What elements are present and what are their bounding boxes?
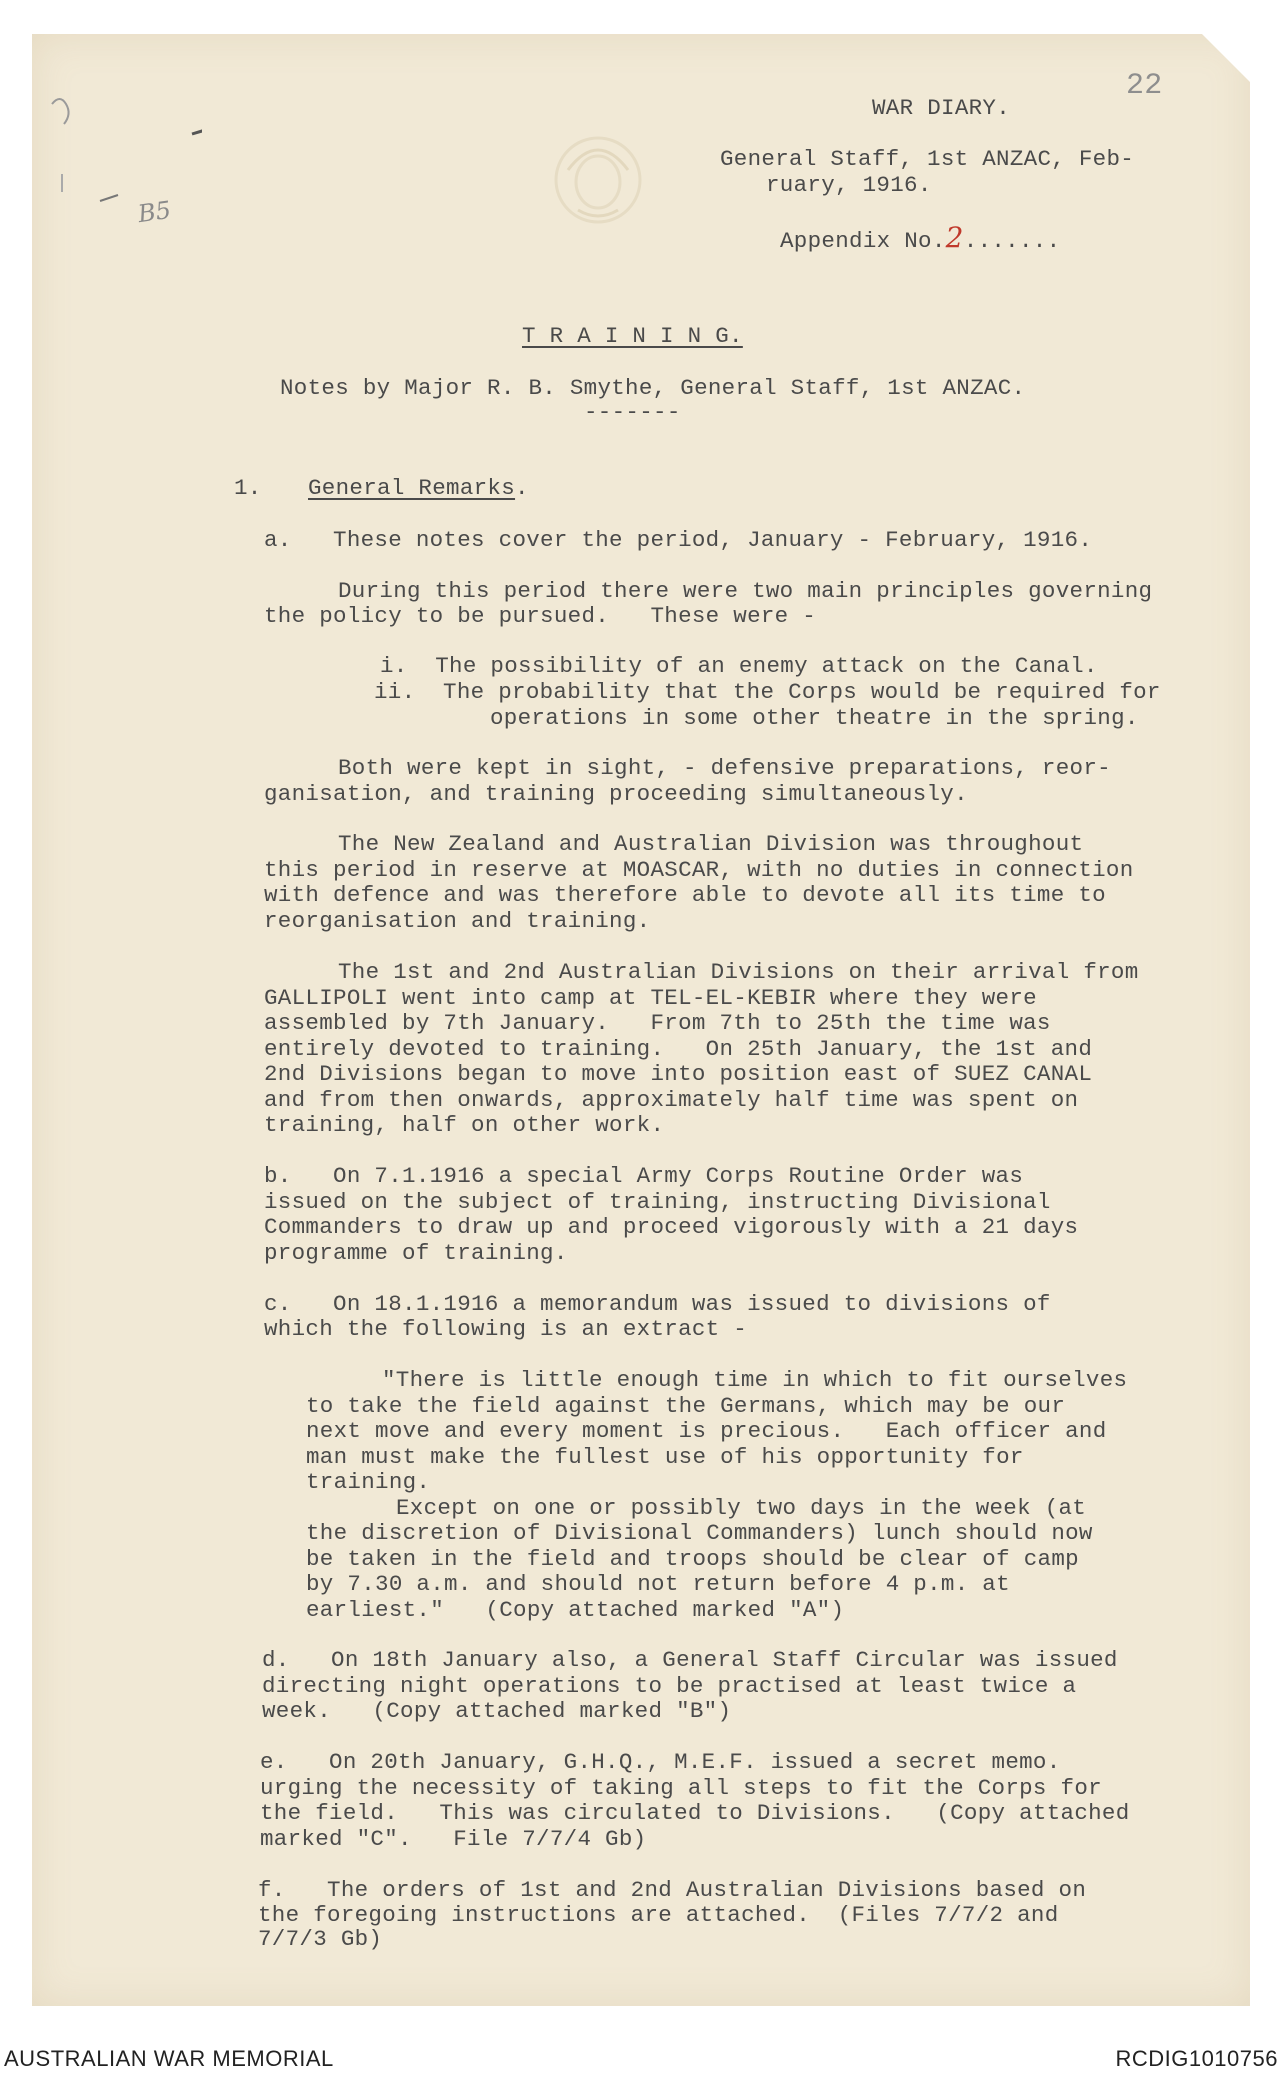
quote-line: to take the field against the Germans, which may be our [306, 1393, 1066, 1419]
body-line: entirely devoted to training. On 25th January, the 1st and [264, 1036, 1093, 1062]
body-line: reorganisation and training. [264, 908, 651, 934]
page-title: T R A I N I N G. [522, 323, 743, 349]
body-line: this period in reserve at MOASCAR, with no duties in connection [264, 857, 1134, 883]
body-line: and from then onwards, approximately half time was spent on [264, 1087, 1079, 1113]
quote-line: man must make the fullest use of his opportunity for [306, 1444, 1024, 1470]
title-rule: ------- [584, 399, 681, 425]
body-line: with defence and was therefore able to devote all its time to [264, 882, 1106, 908]
quote-line: by 7.30 a.m. and should not return before 4 p.m. at [306, 1571, 1010, 1597]
body-line: urging the necessity of taking all steps to fit the Corps for [260, 1775, 1102, 1801]
body-line: programme of training. [264, 1240, 568, 1266]
quote-line: "There is little enough time in which to fit ourselves [382, 1367, 1128, 1393]
embossed-seal-icon [538, 120, 658, 230]
body-line: directing night operations to be practised at least twice a [262, 1673, 1077, 1699]
appendix-dots: ....... [963, 228, 1061, 254]
body-line: the policy to be pursued. These were - [264, 603, 817, 629]
para-d-line: d. On 18th January also, a General Staff Circular was issued [262, 1647, 1118, 1673]
body-line: The New Zealand and Australian Division was throughout [338, 831, 1084, 857]
para-b-line: b. On 7.1.1916 a special Army Corps Routine Order was [264, 1163, 1024, 1189]
body-line: training, half on other work. [264, 1112, 665, 1138]
para-f-line: f. The orders of 1st and 2nd Australian Divisions based on [258, 1877, 1087, 1903]
body-line: issued on the subject of training, instructing Divisional [264, 1189, 1051, 1215]
footer-institution: AUSTRALIAN WAR MEMORIAL [4, 2046, 334, 2071]
body-line: 2nd Divisions began to move into position east of SUEZ CANAL [264, 1061, 1093, 1087]
body-line: GALLIPOLI went into camp at TEL-EL-KEBIR where they were [264, 985, 1037, 1011]
body-line: The 1st and 2nd Australian Divisions on their arrival from [338, 959, 1139, 985]
footer-record-id: RCDIG1010756 [1115, 2046, 1278, 2071]
pencil-annotation-b5: B5 [136, 195, 173, 229]
quote-line: earliest." (Copy attached marked "A") [306, 1597, 845, 1623]
body-line: ii. The probability that the Corps would be required for [374, 679, 1161, 705]
quote-line: the discretion of Divisional Commanders) lunch should now [306, 1520, 1093, 1546]
body-line: i. The possibility of an enemy attack on the Canal. [380, 653, 1098, 679]
page-subtitle: Notes by Major R. B. Smythe, General Staff, 1st ANZAC. [280, 375, 1026, 401]
appendix-number: 2 [945, 221, 964, 254]
body-line: Commanders to draw up and proceed vigorously with a 21 days [264, 1214, 1079, 1240]
body-line: assembled by 7th January. From 7th to 25th the time was [264, 1010, 1051, 1036]
section-number: 1. [234, 475, 262, 501]
folded-corner [1202, 34, 1250, 82]
para-a-line: a. These notes cover the period, January - February, 1916. [264, 527, 1093, 553]
body-line: week. (Copy attached marked "B") [262, 1698, 732, 1724]
quote-line: be taken in the field and troops should be clear of camp [306, 1546, 1079, 1572]
para-e-line: e. On 20th January, G.H.Q., M.E.F. issued a secret memo. [260, 1749, 1061, 1775]
appendix-line [780, 221, 1061, 254]
body-line: 7/7/3 Gb) [258, 1926, 383, 1952]
quote-line: Except on one or possibly two days in the week (at [396, 1495, 1087, 1521]
body-line: During this period there were two main principles governing [338, 578, 1153, 604]
body-line: which the following is an extract - [264, 1316, 748, 1342]
page-number: 22 [1126, 69, 1163, 103]
para-c-line: c. On 18.1.1916 a memorandum was issued to divisions of [264, 1291, 1051, 1317]
quote-line: training. [306, 1469, 431, 1495]
body-line: the foregoing instructions are attached. (Files 7/7/2 and [258, 1902, 1059, 1928]
margin-pencil-marks [42, 74, 202, 224]
body-line: marked "C". File 7/7/4 Gb) [260, 1826, 647, 1852]
staff-line-1: General Staff, 1st ANZAC, Feb- [720, 146, 1135, 172]
body-line: operations in some other theatre in the spring. [490, 705, 1139, 731]
staff-line-2: ruary, 1916. [766, 172, 932, 198]
quote-line: next move and every moment is precious. Each officer and [306, 1418, 1107, 1444]
section-heading: General Remarks. [308, 475, 529, 501]
body-line: ganisation, and training proceeding simultaneously. [264, 781, 968, 807]
war-diary-label: WAR DIARY. [872, 95, 1011, 121]
appendix-label: Appendix No. [780, 228, 946, 254]
body-line: the field. This was circulated to Divisions. (Copy attached [260, 1800, 1130, 1826]
body-line: Both were kept in sight, - defensive preparations, reor- [338, 755, 1111, 781]
